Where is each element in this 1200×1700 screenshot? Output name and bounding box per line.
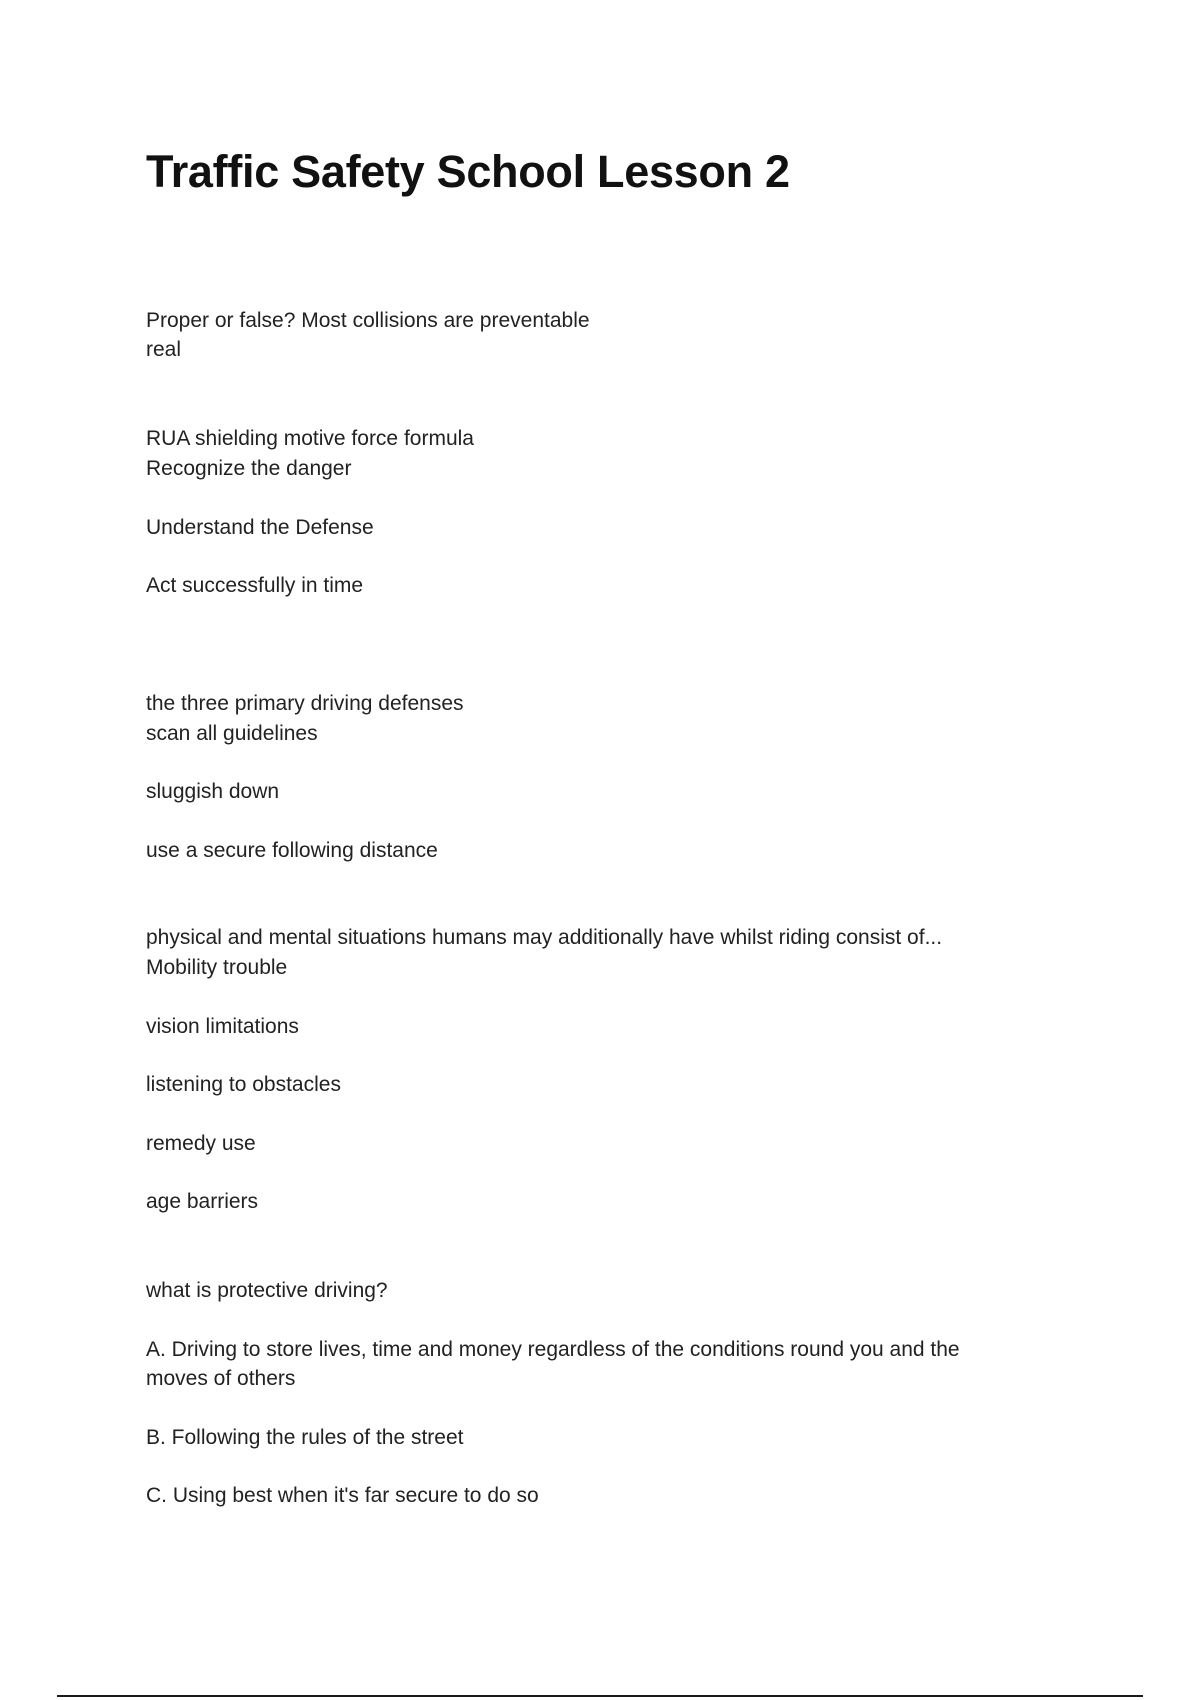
answer-text: scan all guidelines [146, 722, 318, 745]
page-title: Traffic Safety School Lesson 2 [146, 146, 790, 197]
answer-text: vision limitations [146, 1015, 299, 1038]
answer-text: real [146, 338, 182, 361]
question-text: physical and mental situations humans may additionally have whilst riding consist of... [146, 926, 943, 949]
answer-text: Mobility trouble [146, 956, 288, 979]
answer-text: use a secure following distance [146, 839, 438, 862]
answer-text: B. Following the rules of the street [146, 1426, 464, 1449]
answer-text: listening to obstacles [146, 1073, 341, 1096]
question-text: what is protective driving? [146, 1279, 388, 1302]
question-text: Proper or false? Most collisions are preventable [146, 309, 590, 332]
answer-text: C. Using best when it's far secure to do so [146, 1484, 539, 1507]
answer-text: Act successfully in time [146, 574, 364, 597]
answer-text: remedy use [146, 1132, 256, 1155]
answer-text: Understand the Defense [146, 516, 374, 539]
answer-text: age barriers [146, 1190, 259, 1213]
answer-text: Recognize the danger [146, 457, 352, 480]
question-text: the three primary driving defenses [146, 692, 464, 715]
answer-text: sluggish down [146, 780, 280, 803]
answer-text: A. Driving to store lives, time and money regardless of the conditions round you and the [146, 1338, 960, 1361]
answer-text: moves of others [146, 1367, 296, 1390]
page-bottom-divider [57, 1695, 1143, 1697]
question-text: RUA shielding motive force formula [146, 427, 474, 450]
